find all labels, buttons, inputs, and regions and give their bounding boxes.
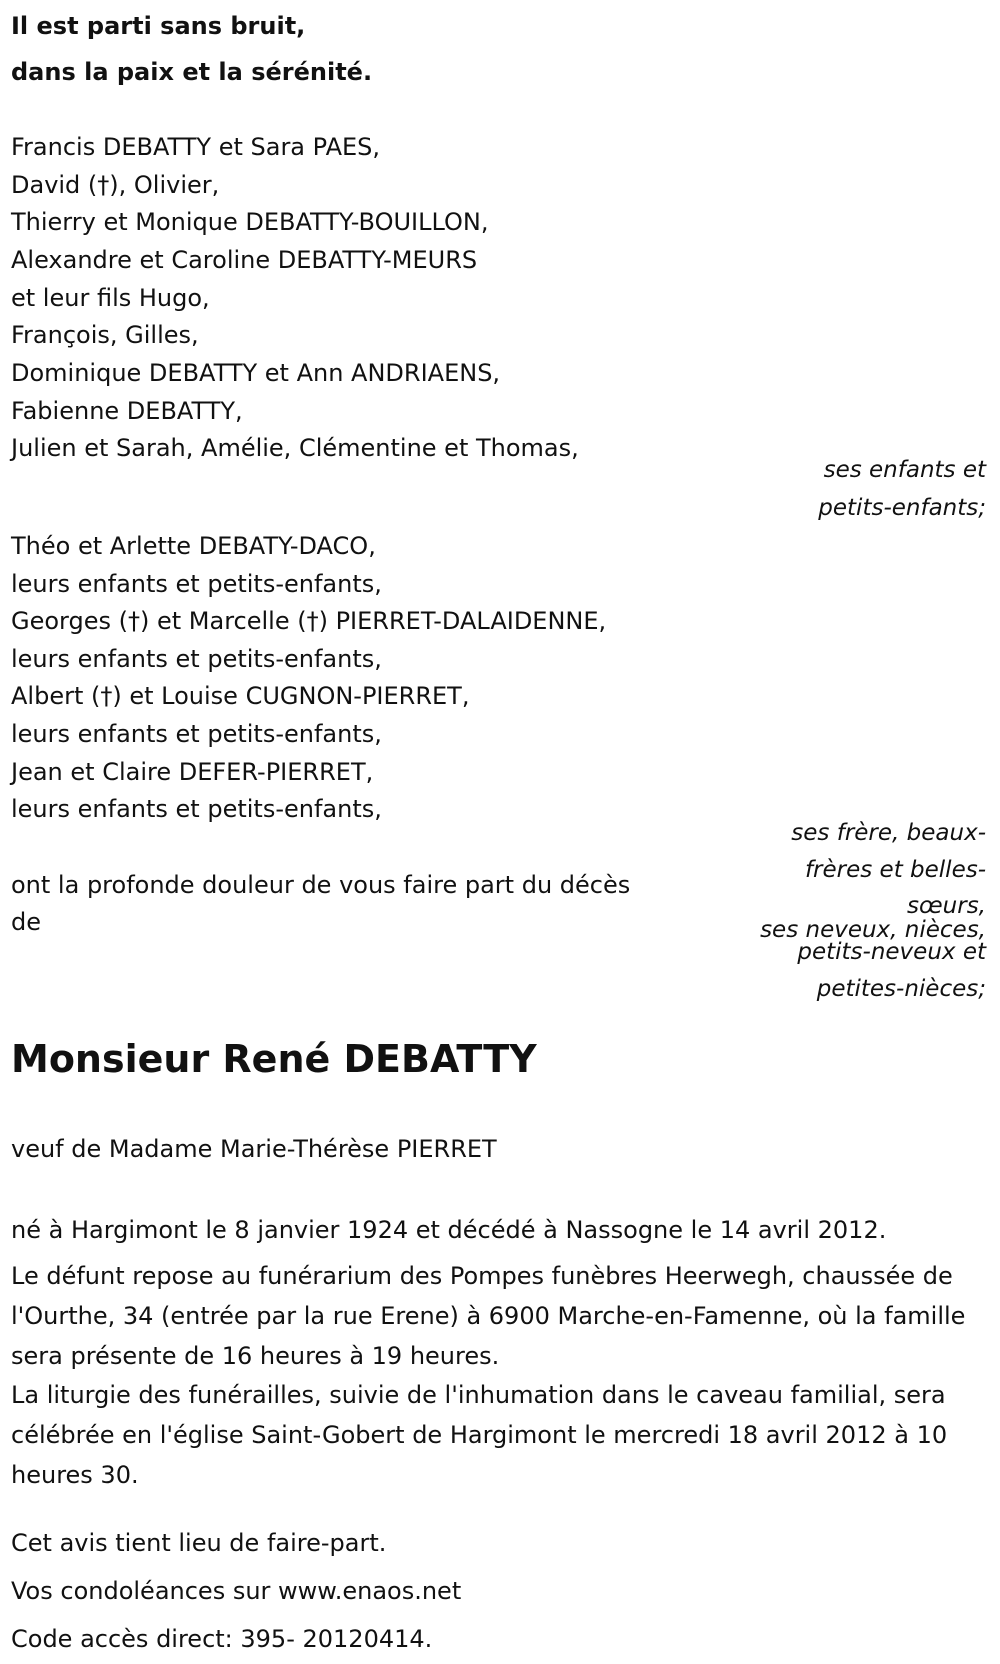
notice-line: Cet avis tient lieu de faire-part.	[11, 1529, 387, 1557]
family-line: Julien et Sarah, Amélie, Clémentine et Thomas,	[11, 434, 579, 462]
family-line: Georges (†) et Marcelle (†) PIERRET-DALAIDENNE,	[11, 607, 607, 635]
relation-label: petites-nièces;	[816, 976, 986, 1002]
relation-label: ses frère, beaux-	[791, 820, 986, 846]
relation-label: frères et belles-	[804, 857, 986, 883]
relation-label: ses enfants et	[823, 457, 986, 483]
family-line: David (†), Olivier,	[11, 171, 220, 199]
family-line: Francis DEBATTY et Sara PAES,	[11, 133, 381, 161]
condolences-line: Vos condoléances sur www.enaos.net	[11, 1577, 462, 1605]
announcement-line: ont la profonde douleur de vous faire part du décès	[11, 871, 631, 899]
announcement-line: de	[11, 908, 41, 936]
family-line: Thierry et Monique DEBATTY-BOUILLON,	[11, 208, 489, 236]
family-line: Dominique DEBATTY et Ann ANDRIAENS,	[11, 359, 501, 387]
viewing-paragraph: Le défunt repose au funérarium des Pompes funèbres Heerwegh, chaussée de l'Ourthe, 34 (entrée par la rue Erene) à 6900 Marche-en-Famenne, où la famille sera présente de 16 heures à 19 heures.	[11, 1262, 966, 1370]
family-line: Théo et Arlette DEBATY-DACO,	[11, 532, 376, 560]
deceased-name: Monsieur René DEBATTY	[11, 1037, 537, 1081]
relation-label: sœurs,	[907, 893, 986, 919]
family-line: leurs enfants et petits-enfants,	[11, 795, 382, 823]
family-line: François, Gilles,	[11, 321, 199, 349]
access-code-line: Code accès direct: 395- 20120414.	[11, 1625, 433, 1653]
family-line: leurs enfants et petits-enfants,	[11, 720, 382, 748]
relation-label: ses neveux, nièces,	[760, 917, 986, 943]
birth-death-line: né à Hargimont le 8 janvier 1924 et décédé à Nassogne le 14 avril 2012.	[11, 1216, 887, 1244]
intro-line-2: dans la paix et la sérénité.	[11, 58, 373, 86]
widower-line: veuf de Madame Marie-Thérèse PIERRET	[11, 1135, 497, 1163]
intro-line-1: Il est parti sans bruit,	[11, 12, 306, 40]
family-line: leurs enfants et petits-enfants,	[11, 570, 382, 598]
family-line: et leur fils Hugo,	[11, 284, 210, 312]
family-line: Fabienne DEBATTY,	[11, 397, 243, 425]
family-line: Albert (†) et Louise CUGNON-PIERRET,	[11, 682, 470, 710]
family-line: Jean et Claire DEFER-PIERRET,	[11, 758, 374, 786]
relation-label: petits-enfants;	[818, 495, 986, 521]
relation-label: petits-neveux et	[797, 939, 986, 965]
family-line: Alexandre et Caroline DEBATTY-MEURS	[11, 246, 478, 274]
family-line: leurs enfants et petits-enfants,	[11, 645, 382, 673]
funeral-paragraph: La liturgie des funérailles, suivie de l'inhumation dans le caveau familial, sera célébrée en l'église Saint-Gobert de Hargimont le mercredi 18 avril 2012 à 10 heures 30.	[11, 1381, 948, 1489]
